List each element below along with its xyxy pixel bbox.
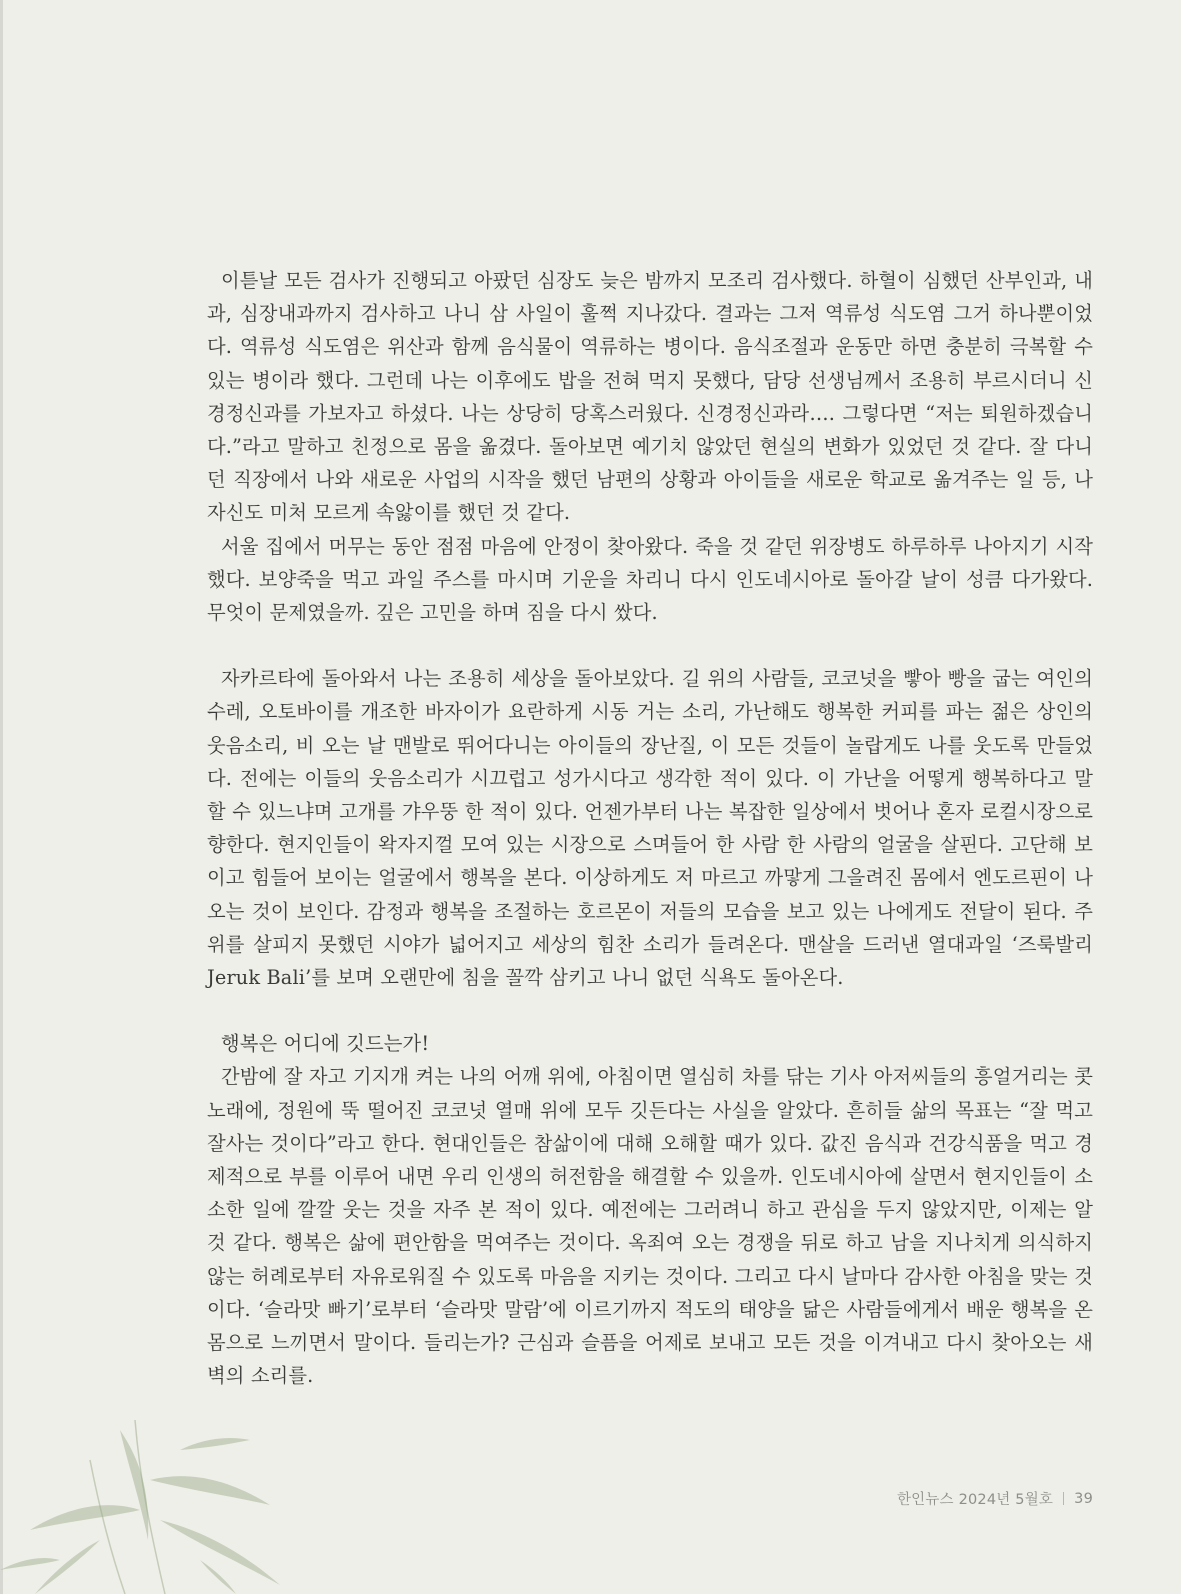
section-heading: 행복은 어디에 깃드는가!	[221, 1032, 430, 1056]
paragraph-spacer	[207, 994, 1093, 1027]
article-paragraph: 자카르타에 돌아와서 나는 조용히 세상을 돌아보았다. 길 위의 사람들, 코코넛을 빻아 빵을 굽는 여인의 수레, 오토바이를 개조한 바자이가 요란하게 시동 거는 소리, 가난해도 행복한 커피를 파는 젊은 상인의 웃음소리, 비 오는 날 맨발로 뛰어다니는 아이들의 장난질, 이 모든 것들이 놀랍게도 나를 웃도록 만들었다. 전에는 이들의 웃음소리가 시끄럽고 성가시다고 생각한 적이 있다. 이 가난을 어떻게 행복하다고 말 할 수 있느냐며 고개를 갸우뚱 한 적이 있다. 언젠가부터 나는 복잡한 일상에서 벗어나 혼자 로컬시장으로 향한다. 현지인들이 왁자지껄 모여 있는 시장으로 스며들어 한 사람 한 사람의 얼굴을 살핀다. 고단해 보이고 힘들어 보이는 얼굴에서 행복을 본다. 이상하게도 저 마르고 까맣게 그을려진 몸에서 엔도르핀이 나오는 것이 보인다. 감정과 행복을 조절하는 호르몬이 저들의 모습을 보고 있는 나에게도 전달이 된다. 주위를 살피지 못했던 시야가 넓어지고 세상의 힘찬 소리가 들려온다. 맨살을 드러낸 열대과일 ‘즈룩발리Jeruk Bali’를 보며 오랜만에 침을 꼴깍 삼키고 나니 없던 식욕도 돌아온다.	[207, 667, 1093, 990]
page-edge	[0, 0, 3, 1594]
bamboo-leaves-icon	[0, 1420, 360, 1594]
article-paragraph: 이튿날 모든 검사가 진행되고 아팠던 심장도 늦은 밤까지 모조리 검사했다. 하혈이 심했던 산부인과, 내과, 심장내과까지 검사하고 나니 삼 사일이 훌쩍 지나갔다. 결과는 그저 역류성 식도염 그거 하나뿐이었다. 역류성 식도염은 위산과 함께 음식물이 역류하는 병이다. 음식조절과 운동만 하면 충분히 극복할 수 있는 병이라 했다. 그런데 나는 이후에도 밥을 전혀 먹지 못했다, 담당 선생님께서 조용히 부르시더니 신경정신과를 가보자고 하셨다. 나는 상당히 당혹스러웠다. 신경정신과라…. 그렇다면 “저는 퇴원하겠습니다.”라고 말하고 친정으로 몸을 옮겼다. 돌아보면 예기치 않았던 현실의 변화가 있었던 것 같다. 잘 다니던 직장에서 나와 새로운 사업의 시작을 했던 남편의 상황과 아이들을 새로운 학교로 옮겨주는 일 등, 나 자신도 미처 모르게 속앓이를 했던 것 같다.	[207, 269, 1093, 525]
publication-name: 한인뉴스 2024년 5월호	[896, 1492, 1054, 1508]
page-number: 39	[1074, 1490, 1093, 1507]
article-paragraph: 서울 집에서 머무는 동안 점점 마음에 안정이 찾아왔다. 죽을 것 같던 위장병도 하루하루 나아지기 시작했다. 보양죽을 먹고 과일 주스를 마시며 기운을 차리니 다시 인도네시아로 돌아갈 날이 성큼 다가왔다. 무엇이 문제였을까. 깊은 고민을 하며 짐을 다시 쌌다.	[207, 534, 1093, 625]
article-body	[207, 264, 1093, 1393]
paragraph-spacer	[207, 629, 1093, 662]
footer-divider	[1063, 1492, 1064, 1505]
article-paragraph: 간밤에 잘 자고 기지개 켜는 나의 어깨 위에, 아침이면 열심히 차를 닦는 기사 아저씨들의 흥얼거리는 콧노래에, 정원에 뚝 떨어진 코코넛 열매 위에 모두 깃든다는 사실을 알았다. 흔히들 삶의 목표는 “잘 먹고 잘사는 것이다”라고 한다. 현대인들은 참삶이에 대해 오해할 때가 있다. 값진 음식과 건강식품을 먹고 경제적으로 부를 이루어 내면 우리 인생의 허전함을 해결할 수 있을까. 인도네시아에 살면서 현지인들이 소소한 일에 깔깔 웃는 것을 자주 본 적이 있다. 예전에는 그러려니 하고 관심을 두지 않았지만, 이제는 알 것 같다. 행복은 삶에 편안함을 먹여주는 것이다. 옥죄여 오는 경쟁을 뒤로 하고 남을 지나치게 의식하지 않는 허례로부터 자유로워질 수 있도록 마음을 지키는 것이다. 그리고 다시 날마다 감사한 아침을 맞는 것이다. ‘슬라맛 빠기’로부터 ‘슬라맛 말람’에 이르기까지 적도의 태양을 닮은 사람들에게서 배운 행복을 온몸으로 느끼면서 말이다. 들리는가? 근심과 슬픔을 어제로 보내고 모든 것을 이겨내고 다시 찾아오는 새벽의 소리를.	[207, 1065, 1093, 1388]
page-footer	[897, 1488, 1093, 1509]
